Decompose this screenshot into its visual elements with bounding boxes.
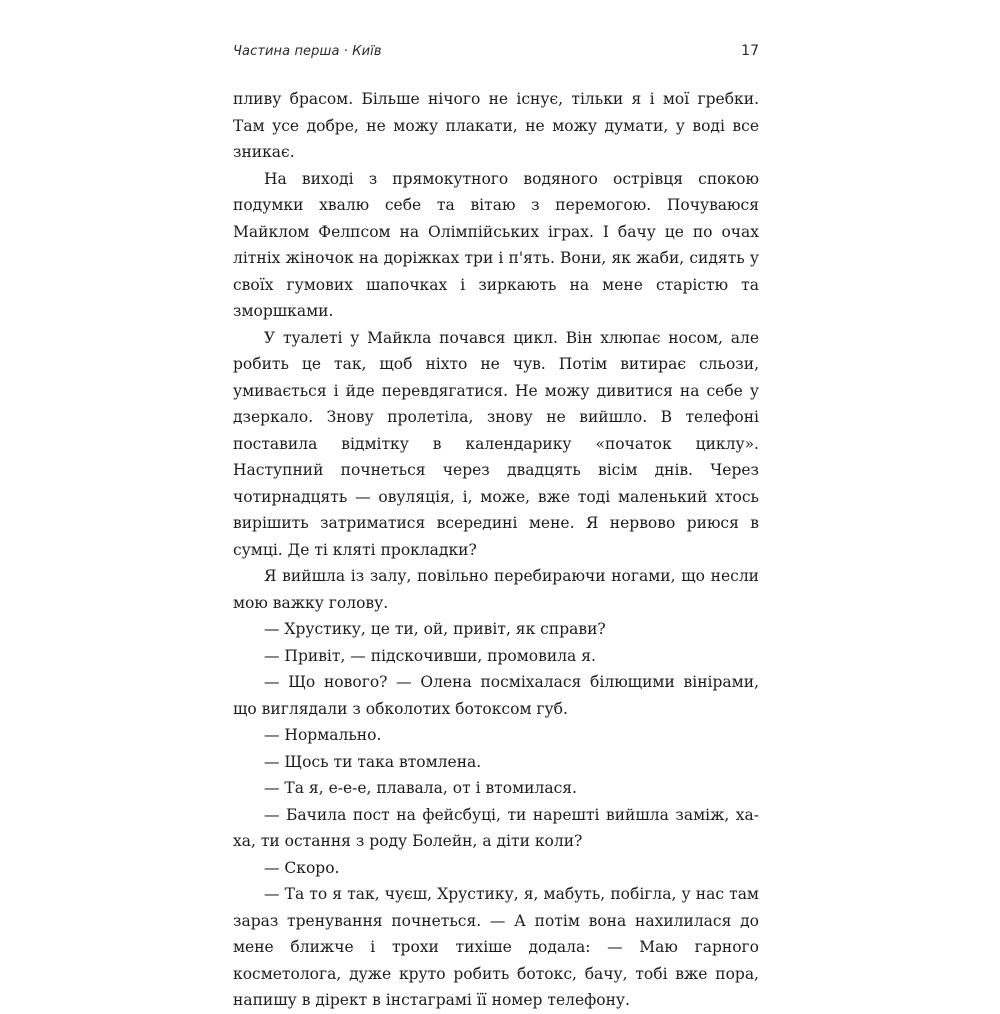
dialogue-line: — Нормально. — [264, 726, 382, 744]
dialogue-line: — Щось ти така втомлена. — [264, 752, 482, 771]
dialogue-line: — Скоро. — [264, 858, 340, 877]
dialogue-line: — Що нового? — Олена посміхалася білющими вінірами, що виглядали з обколотих ботоксом губ. — [233, 673, 759, 718]
dialogue-line: — Та то я так, чуєш, Хрустику, я, мабуть, побігла, у нас там зараз тренування почнеться. — А потім вона нахилилася до мене ближче і трохи тихіше додала: — Маю гарного косметолога, дуже круто робить ботокс, бачу, тобі вже пора, напишу в дірект в інстаграмі її номер телефону. — [233, 885, 759, 1009]
dialogue-line: — Бачила пост на фейсбуці, ти нарешті вийшла заміж, ха-ха, ти остання з роду Болейн, а діти коли? — [233, 805, 759, 850]
paragraph: На виході з прямокутного водяного острівця спокою подумки хвалю себе та вітаю з перемогою. Почуваюся Майклом Фелпсом на Олімпійських іграх. І бачу це по очах літніх жіночок на доріжках три і п'ять. Вони, як жаби, сидять у своїх гумових шапочках і зиркають на мене старістю та зморшками. — [233, 169, 759, 320]
dialogue-line: — Хрустику, це ти, ой, привіт, як справи? — [264, 620, 606, 638]
paragraph: Я вийшла із залу, повільно перебираючи ногами, що несли мою важку голову. — [233, 567, 759, 612]
dialogue-line: — Привіт, — підскочивши, промовила я. — [264, 646, 596, 665]
running-header — [233, 44, 759, 68]
paragraph-continued: пливу брасом. Більше нічого не існує, тільки я і мої гребки. Там усе добре, не можу плакати, не можу думати, у воді все зникає. — [233, 90, 759, 161]
body-text — [233, 86, 759, 1014]
dialogue-line: — Та я, е-е-е, плавала, от і втомилася. — [264, 779, 577, 797]
page-number: 17 — [741, 43, 759, 59]
paragraph: У туалеті у Майкла почався цикл. Він хлюпає носом, але робить це так, щоб ніхто не чув. Потім витирає сльози, умивається і йде перевдягатися. Не можу дивитися на себе у дзеркало. Знову пролетіла, знову не вийшло. В телефоні поставила відмітку в календарику «початок циклу». Наступний почнеться через двадцять вісім днів. Через чотирнадцять — овуляція, і, може, вже тоді маленький хтось вирішить затриматися всередині мене. Я нервово риюся в сумці. Де ті кляті прокладки? — [233, 328, 759, 559]
section-title: Частина перша · Київ — [233, 44, 382, 59]
